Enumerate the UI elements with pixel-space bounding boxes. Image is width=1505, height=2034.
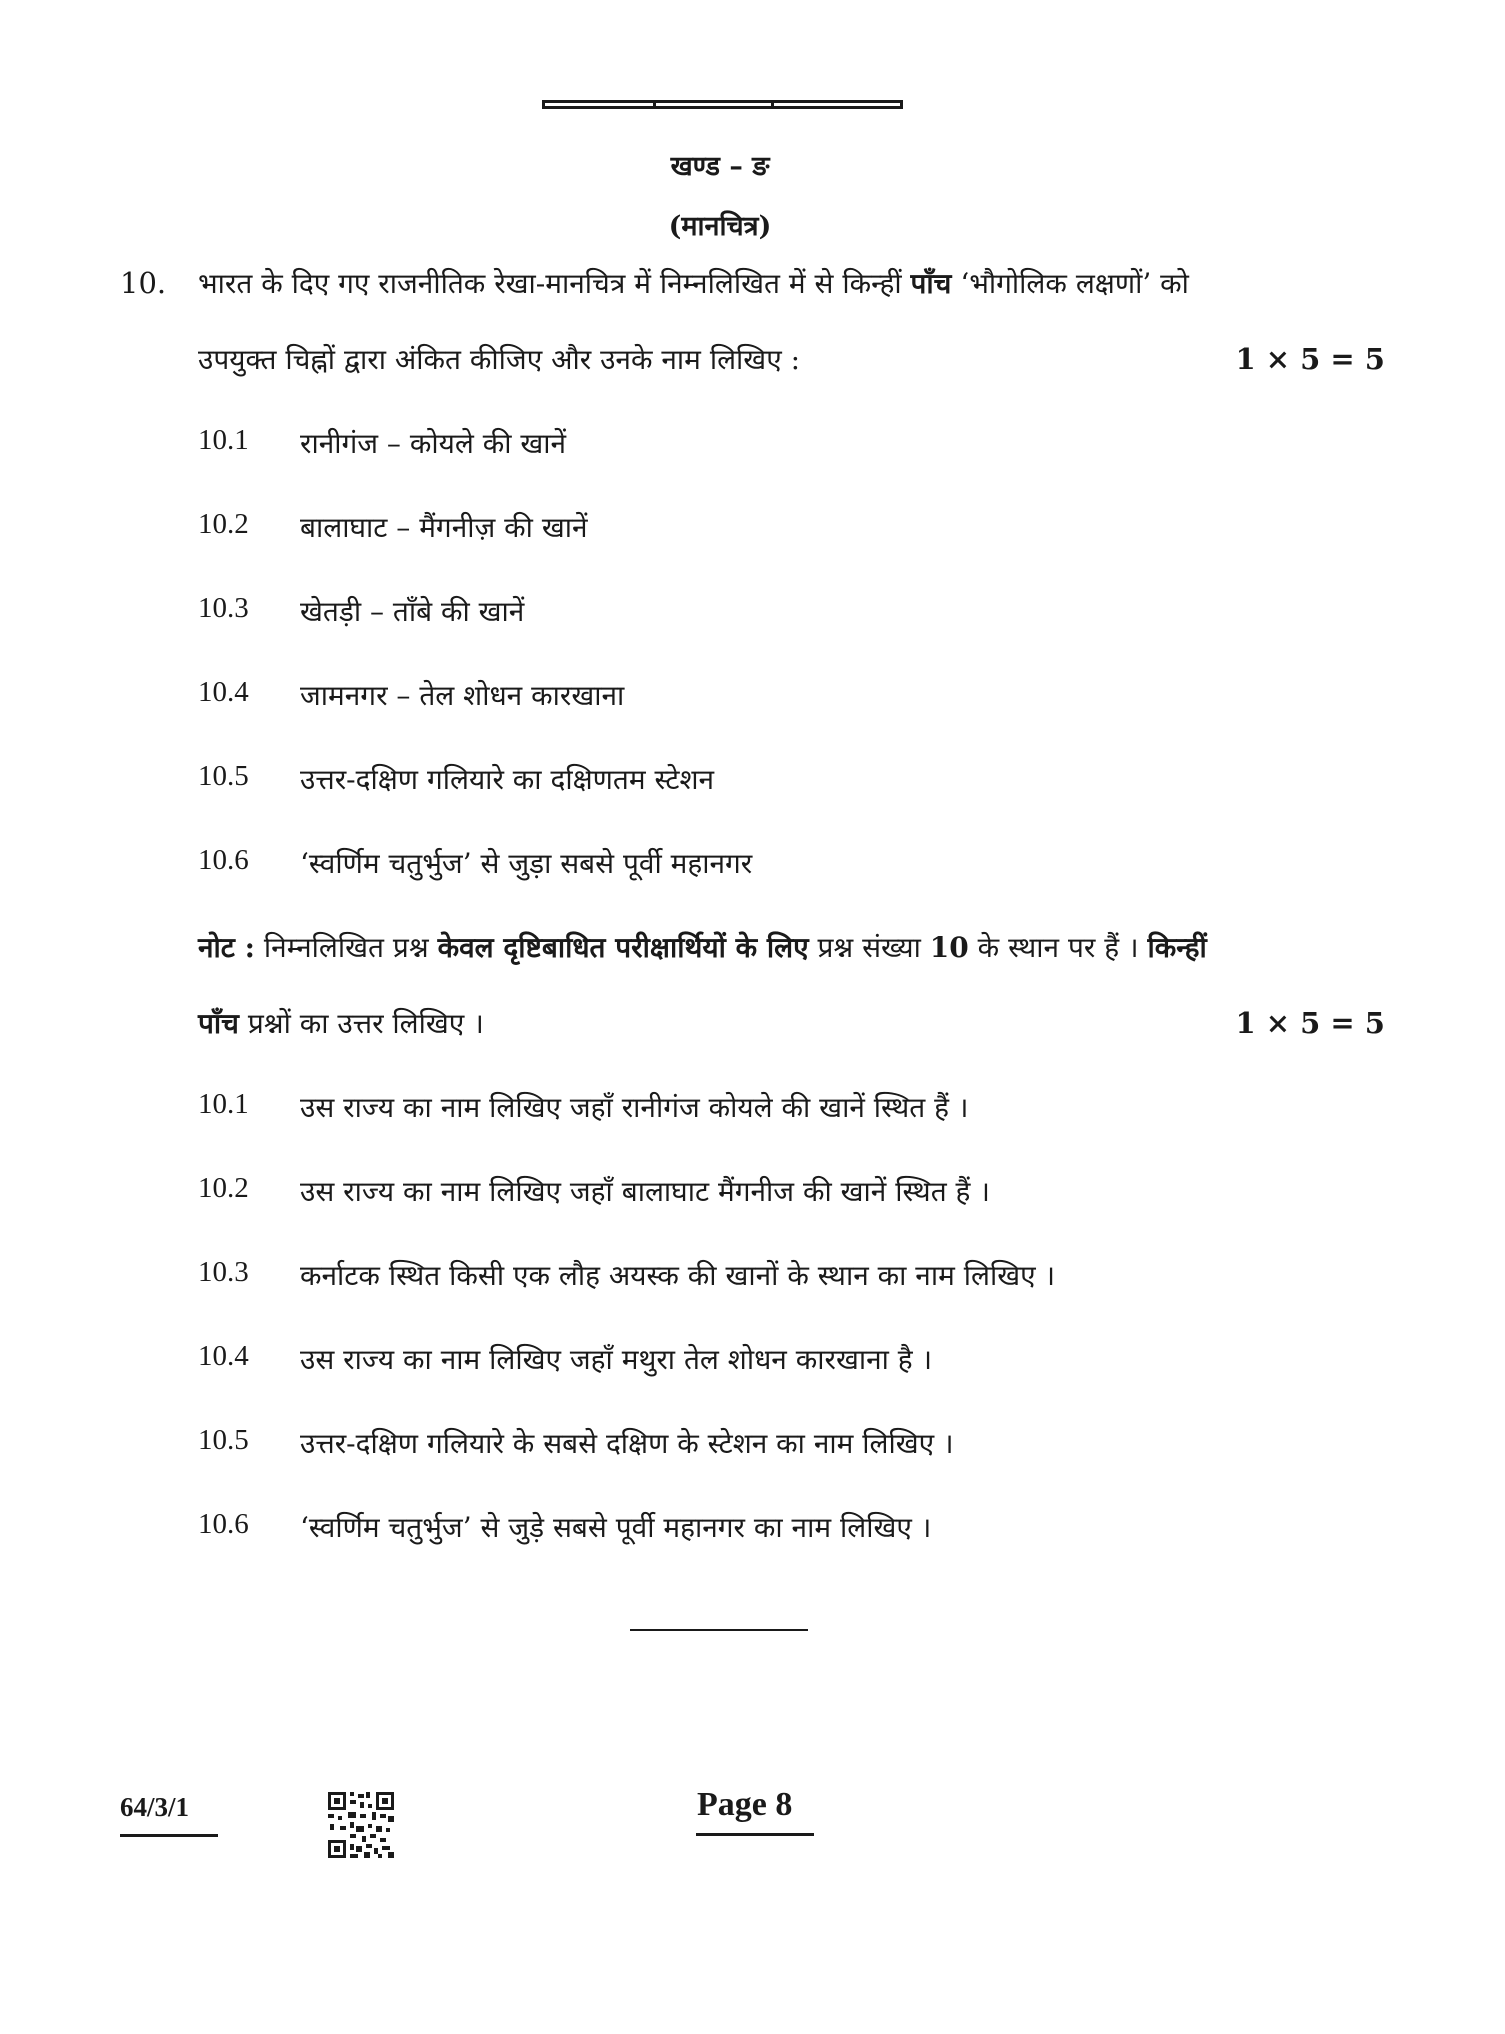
alt-question-item — [198, 1256, 1398, 1300]
item-number: 10.1 — [198, 1088, 249, 1120]
item-text: जामनगर – तेल शोधन कारखाना — [300, 679, 625, 712]
section-subtitle: (मानचित्र) — [668, 211, 772, 242]
paper-code-underline — [120, 1834, 218, 1837]
question-text-emphasis: पाँच — [910, 267, 952, 300]
alt-question-item — [198, 1340, 1398, 1384]
item-number: 10.4 — [198, 1340, 249, 1372]
item-text: उस राज्य का नाम लिखिए जहाँ मथुरा तेल शोधन कारखाना है । — [300, 1343, 933, 1376]
divider-tick — [653, 100, 656, 107]
alt-question-item — [198, 1172, 1398, 1216]
section-heading: खण्ड – ङ — [670, 151, 770, 182]
note-text-emphasis: 10 — [929, 931, 969, 964]
item-text: ‘स्वर्णिम चतुर्भुज’ से जुड़ा सबसे पूर्वी महानगर — [300, 847, 753, 880]
item-number: 10.2 — [198, 508, 249, 540]
page-number-underline — [696, 1833, 814, 1836]
item-number: 10.5 — [198, 760, 249, 792]
note-text-part: प्रश्नों का उत्तर लिखिए । — [238, 1007, 484, 1040]
marks-allocation: 1 × 5 = 5 — [1235, 342, 1385, 376]
map-item — [198, 424, 1398, 468]
item-text: रानीगंज – कोयले की खानें — [300, 427, 567, 460]
item-text: उत्तर-दक्षिण गलियारे का दक्षिणतम स्टेशन — [300, 763, 715, 796]
question-text-line-1 — [198, 264, 1189, 304]
item-number: 10.3 — [198, 1256, 249, 1288]
item-text: बालाघाट – मैंगनीज़ की खानें — [300, 511, 588, 544]
note-text-part: प्रश्न संख्या — [808, 931, 930, 964]
alt-question-item — [198, 1508, 1398, 1552]
question-text-part: भारत के दिए गए राजनीतिक रेखा-मानचित्र में निम्नलिखित में से किन्हीं — [198, 267, 911, 300]
item-number: 10.3 — [198, 592, 249, 624]
map-item — [198, 676, 1398, 720]
note-text-emphasis: किन्हीं — [1147, 931, 1207, 964]
item-number: 10.6 — [198, 844, 249, 876]
item-number: 10.1 — [198, 424, 249, 456]
divider-tick — [771, 100, 774, 107]
item-text: खेतड़ी – ताँबे की खानें — [300, 595, 525, 628]
marks-allocation: 1 × 5 = 5 — [1235, 1006, 1385, 1040]
page-number: Page 8 — [697, 1786, 793, 1823]
map-item — [198, 844, 1398, 888]
qr-code-icon — [326, 1790, 396, 1860]
item-number: 10.2 — [198, 1172, 249, 1204]
note-line-2 — [198, 1004, 484, 1044]
top-divider-bar — [542, 100, 903, 109]
alt-question-item — [198, 1088, 1398, 1132]
map-item — [198, 508, 1398, 552]
question-text-line-2: उपयुक्त चिह्नों द्वारा अंकित कीजिए और उनके नाम लिखिए : — [198, 343, 801, 376]
end-of-section-rule — [630, 1629, 808, 1631]
alt-question-item — [198, 1424, 1398, 1468]
note-label: नोट : — [198, 931, 255, 964]
item-text: ‘स्वर्णिम चतुर्भुज’ से जुड़े सबसे पूर्वी महानगर का नाम लिखिए । — [300, 1511, 932, 1544]
item-number: 10.4 — [198, 676, 249, 708]
note-text-part: के स्थान पर हैं । — [968, 931, 1148, 964]
item-text: कर्नाटक स्थित किसी एक लौह अयस्क की खानों के स्थान का नाम लिखिए । — [300, 1259, 1056, 1292]
paper-code: 64/3/1 — [120, 1792, 190, 1822]
question-text-part: ‘भौगोलिक लक्षणों’ को — [951, 267, 1189, 300]
question-number: 10. — [120, 266, 167, 300]
note-text-emphasis: पाँच — [198, 1007, 239, 1040]
note-line-1 — [198, 928, 1207, 968]
map-item — [198, 760, 1398, 804]
note-text-part: निम्नलिखित प्रश्न — [255, 931, 438, 964]
item-number: 10.5 — [198, 1424, 249, 1456]
note-text-emphasis: केवल दृष्टिबाधित परीक्षार्थियों के लिए — [437, 931, 809, 964]
map-item — [198, 592, 1398, 636]
item-text: उस राज्य का नाम लिखिए जहाँ रानीगंज कोयले की खानें स्थित हैं । — [300, 1091, 969, 1124]
item-text: उत्तर-दक्षिण गलियारे के सबसे दक्षिण के स्टेशन का नाम लिखिए । — [300, 1427, 954, 1460]
item-number: 10.6 — [198, 1508, 249, 1540]
item-text: उस राज्य का नाम लिखिए जहाँ बालाघाट मैंगनीज की खानें स्थित हैं । — [300, 1175, 990, 1208]
